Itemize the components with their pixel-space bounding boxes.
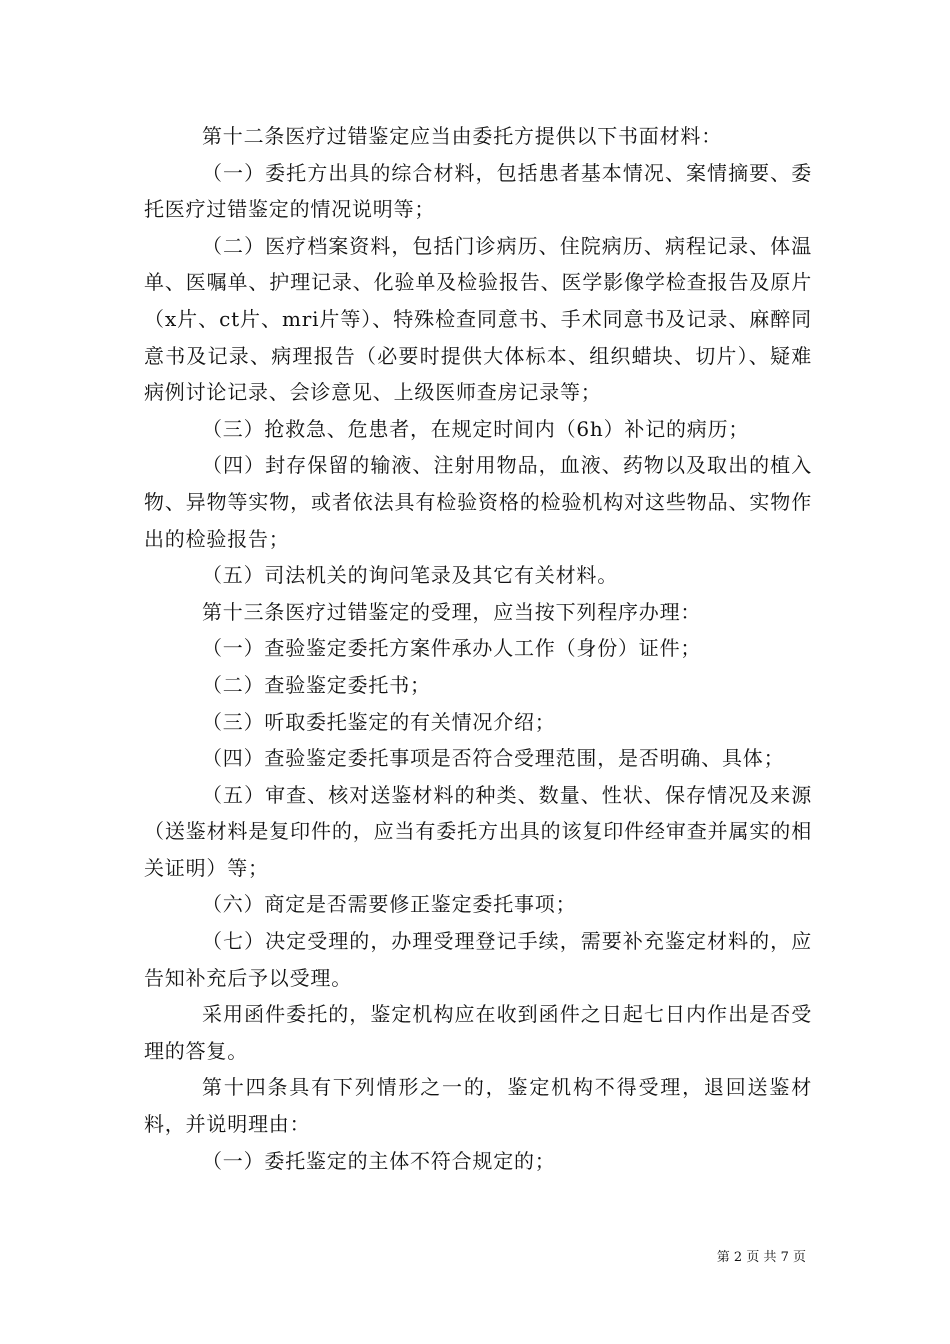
paragraph: （六）商定是否需要修正鉴定委托事项； (202, 892, 577, 917)
document-body (144, 118, 812, 1179)
paragraph: （一）委托鉴定的主体不符合规定的； (202, 1148, 556, 1173)
paragraph: （五）审查、核对送鉴材料的种类、数量、性状、保存情况及来源（送鉴材料是复印件的，应当有委托方出具的该复印件经审查并属实的相关证明）等； (144, 782, 812, 880)
page-footer (0, 1246, 806, 1265)
paragraph: （一）委托方出具的综合材料，包括患者基本情况、案情摘要、委托医疗过错鉴定的情况说明等； (144, 160, 812, 222)
paragraph: （三）听取委托鉴定的有关情况介绍； (202, 709, 556, 734)
paragraph: 第十二条医疗过错鉴定应当由委托方提供以下书面材料： (202, 124, 722, 148)
paragraph: （四）查验鉴定委托事项是否符合受理范围，是否明确、具体； (202, 746, 785, 771)
paragraph: （二）医疗档案资料，包括门诊病历、住院病历、病程记录、体温单、医嘱单、护理记录、化验单及检验报告、医学影像学检查报告及原片（x片、ct片、mri片等）、特殊检查同意书、手术同意书及记录、麻醉同意书及记录、病理报告（必要时提供大体标本、组织蜡块、切片）、疑难病例讨论记录、会诊意见、上级医师查房记录等； (144, 233, 812, 405)
paragraph: （四）封存保留的输液、注射用物品，血液、药物以及取出的植入物、异物等实物，或者依法具有检验资格的检验机构对这些物品、实物作出的检验报告； (144, 453, 812, 551)
paragraph: （二）查验鉴定委托书； (202, 672, 431, 697)
page-number: 第 2 页 共 7 页 (716, 1250, 806, 1265)
paragraph: （七）决定受理的，办理受理登记手续，需要补充鉴定材料的，应告知补充后予以受理。 (144, 929, 812, 990)
paragraph: （一）查验鉴定委托方案件承办人工作（身份）证件； (202, 636, 702, 661)
paragraph: （三）抢救急、危患者，在规定时间内（6h）补记的病历； (202, 416, 750, 441)
paragraph: 采用函件委托的，鉴定机构应在收到函件之日起七日内作出是否受理的答复。 (144, 1002, 812, 1063)
paragraph: 第十三条医疗过错鉴定的受理，应当按下列程序办理： (202, 599, 702, 624)
paragraph: （五）司法机关的询问笔录及其它有关材料。 (202, 563, 618, 588)
paragraph: 第十四条具有下列情形之一的，鉴定机构不得受理，退回送鉴材料，并说明理由： (144, 1075, 812, 1137)
